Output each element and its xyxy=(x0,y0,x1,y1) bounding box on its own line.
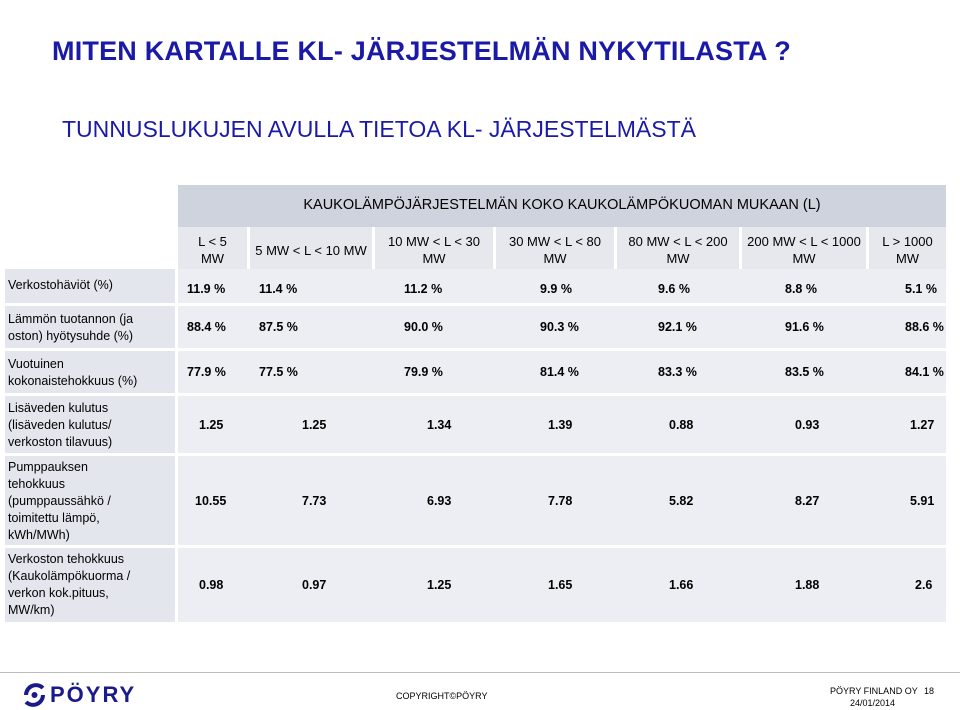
value-cell: 1.25 xyxy=(302,418,327,432)
value-cell: 92.1 % xyxy=(658,320,697,334)
table-row xyxy=(178,548,946,622)
value-cell: 1.65 xyxy=(548,578,573,592)
col-header-line2: MW xyxy=(200,251,225,266)
value-cell: 11.2 % xyxy=(404,282,443,296)
col-header-line2: MW xyxy=(666,251,690,266)
col-header-4 xyxy=(496,227,614,269)
kpi-table xyxy=(5,185,946,625)
col-header-line1: 30 MW < L < 80 xyxy=(508,234,601,249)
value-cell: 79.9 % xyxy=(404,365,443,379)
table-row xyxy=(178,269,946,303)
col-header-line2: MW xyxy=(792,251,816,266)
value-cell: 91.6 % xyxy=(785,320,824,334)
table-row xyxy=(178,456,946,545)
value-cell: 7.78 xyxy=(548,494,573,508)
row-label: Vuotuinen kokonaistehokkuus (%) xyxy=(8,357,138,388)
row-label: Verkostohäviöt (%) xyxy=(8,278,113,292)
value-cell: 88.6 % xyxy=(905,320,944,334)
col-header-line2: MW xyxy=(543,251,567,266)
footer-divider xyxy=(0,672,960,673)
value-cell: 9.9 % xyxy=(540,282,572,296)
group-header-label: KAUKOLÄMPÖJÄRJESTELMÄN KOKO KAUKOLÄMPÖKUOMAN MUKAAN (L) xyxy=(303,197,821,213)
value-cell: 1.25 xyxy=(427,578,452,592)
row-label-cell xyxy=(5,351,175,393)
value-cell: 1.88 xyxy=(795,578,820,592)
value-cell: 5.91 xyxy=(910,494,935,508)
value-cell: 87.5 % xyxy=(259,320,298,334)
row-label: Lisäveden kulutus (lisäveden kulutus/ verkoston tilavuus) xyxy=(8,401,113,449)
company-name: PÖYRY FINLAND OY xyxy=(830,686,918,696)
value-cell: 1.25 xyxy=(199,418,224,432)
value-cell: 8.8 % xyxy=(785,282,817,296)
value-cell: 90.0 % xyxy=(404,320,443,334)
row-label-cell xyxy=(5,306,175,348)
value-cell: 0.93 xyxy=(795,418,820,432)
value-cell: 9.6 % xyxy=(658,282,690,296)
row-label-cell xyxy=(5,396,175,453)
table-row xyxy=(178,396,946,453)
value-cell: 88.4 % xyxy=(187,320,226,334)
value-cell: 81.4 % xyxy=(540,365,579,379)
col-header-1 xyxy=(178,227,247,269)
value-cell: 8.27 xyxy=(795,494,820,508)
row-label-cell xyxy=(5,548,175,622)
logo-wordmark: PÖYRY xyxy=(50,682,137,707)
value-cell: 0.88 xyxy=(669,418,694,432)
value-cell: 1.27 xyxy=(910,418,935,432)
col-header-line2: 5 MW < L < 10 MW xyxy=(255,243,367,258)
value-cell: 0.97 xyxy=(302,578,327,592)
col-header-6 xyxy=(742,227,866,269)
value-cell: 7.73 xyxy=(302,494,327,508)
page-title: MITEN KARTALLE KL- JÄRJESTELMÄN NYKYTILASTA ? xyxy=(52,36,791,66)
page-subtitle: TUNNUSLUKUJEN AVULLA TIETOA KL- JÄRJESTELMÄSTÄ xyxy=(62,116,696,142)
table-row xyxy=(178,351,946,393)
value-cell: 77.5 % xyxy=(259,365,298,379)
col-header-5 xyxy=(617,227,739,269)
value-cell: 83.3 % xyxy=(658,365,697,379)
value-cell: 0.98 xyxy=(199,578,224,592)
value-cell: 5.82 xyxy=(669,494,694,508)
footer-date: 24/01/2014 xyxy=(850,698,896,708)
row-label: Verkoston tehokkuus (Kaukolämpökuorma / verkon kok.pituus, MW/km) xyxy=(8,552,131,617)
value-cell: 1.66 xyxy=(669,578,694,592)
row-label-cell xyxy=(5,456,175,545)
col-header-line1: 200 MW < L < 1000 xyxy=(747,234,861,249)
value-cell: 6.93 xyxy=(427,494,452,508)
col-header-7 xyxy=(869,227,946,269)
value-cell: 77.9 % xyxy=(187,365,226,379)
value-cell: 83.5 % xyxy=(785,365,824,379)
table-row xyxy=(178,306,946,348)
col-header-3 xyxy=(375,227,493,269)
row-label: Lämmön tuotannon (ja oston) hyötysuhde (%) xyxy=(8,312,134,343)
value-cell: 84.1 % xyxy=(905,365,944,379)
col-header-line2: MW xyxy=(422,251,446,266)
col-header-line2: MW xyxy=(895,251,920,266)
value-cell: 1.34 xyxy=(427,418,452,432)
value-cell: 11.4 % xyxy=(259,282,298,296)
col-header-line1: 80 MW < L < 200 xyxy=(628,234,728,249)
value-cell: 11.9 % xyxy=(187,282,226,296)
col-header-2 xyxy=(250,227,372,269)
value-cell: 1.39 xyxy=(548,418,573,432)
col-header-line1: 10 MW < L < 30 xyxy=(387,234,480,249)
col-header-line1: L > 1000 xyxy=(882,234,933,249)
page-number: 18 xyxy=(924,686,935,696)
col-header-line1: L < 5 xyxy=(198,234,227,249)
value-cell: 10.55 xyxy=(195,494,227,508)
table-group-header xyxy=(178,185,946,227)
value-cell: 5.1 % xyxy=(905,282,937,296)
row-label: Pumppauksen tehokkuus (pumppaussähkö / toimitettu lämpö, kWh/MWh) xyxy=(8,460,111,542)
value-cell: 2.6 xyxy=(915,578,933,592)
copyright-text: COPYRIGHT©PÖYRY xyxy=(396,691,488,701)
value-cell: 90.3 % xyxy=(540,320,579,334)
row-label-cell xyxy=(5,269,175,303)
